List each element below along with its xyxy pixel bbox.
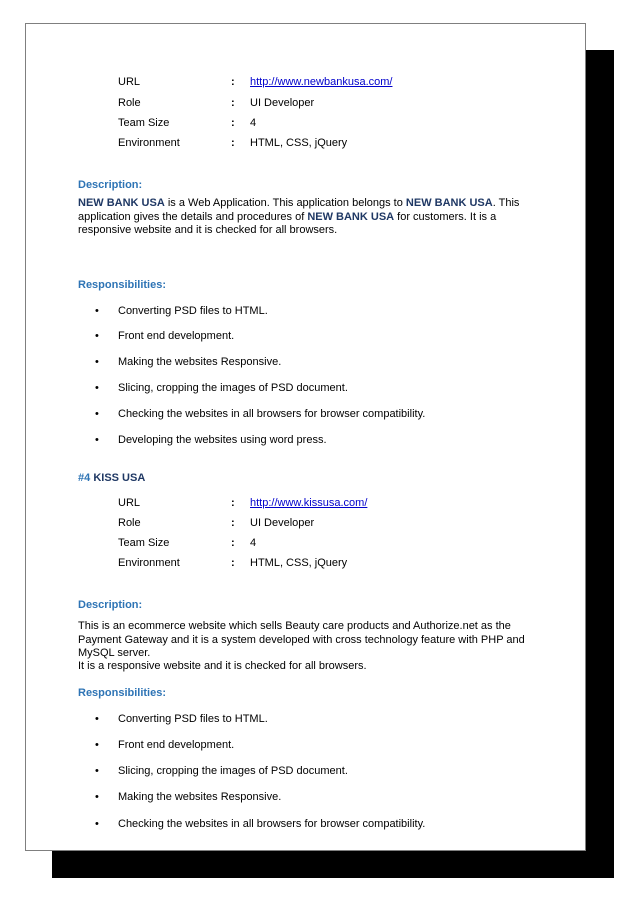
detail-key: URL [118,497,141,509]
detail-value: 4 [250,117,257,129]
detail-key: URL [118,76,141,88]
bullet-icon: • [95,382,99,394]
detail-sep: : [231,137,235,149]
detail-key: Environment [118,137,180,149]
company-name: NEW BANK USA [307,210,395,223]
project-name: KISS USA [93,472,146,484]
project-number: #4 [78,472,91,484]
bullet-icon: • [95,791,99,803]
bullet-icon: • [95,765,99,777]
bullet-icon: • [95,739,99,751]
detail-value: UI Developer [250,517,315,529]
description-text: for customers. It is a responsive website and it is checked for all browsers. [78,210,497,236]
description-text: is a Web Application. This application belongs to [164,197,406,209]
description-paragraph: It is a responsive website and it is checked for all browsers. [78,660,367,672]
responsibilities-heading: Responsibilities: [78,687,167,699]
bullet-icon: • [95,305,99,317]
bullet-icon: • [95,408,99,420]
bullet-icon: • [95,713,99,725]
company-name: NEW BANK USA [405,197,493,209]
detail-key: Role [118,97,141,109]
bullet-icon: • [95,818,99,830]
detail-sep: : [231,557,235,569]
detail-sep: : [231,76,235,88]
description-heading: Description: [78,599,143,611]
bullet-icon: • [95,330,99,342]
document-page: URL : http://www.newbankusa.com/ Role : UI Developer Team Size : 4 Environment : HTML, CSS, jQuery Description: NEW BANK USA is a Web Application. This application belongs to NEW BANK USA. This application gives the details and procedures of NEW BANK USA for customers. It is a responsive website and it is checked for all browsers. Responsibilities: • Converting PSD files to HTML. • Front end development. • Making the websites Responsive. • Slicing, cropping the images of PSD document. • Checking the websites in all browsers for browser compatibility. • Developing the websites using word press. #4 KISS USA URL : http://www.kissusa.com/ Role : UI Developer Team Size : 4 Environment : HTML, CSS, jQuery Description: This is an ecommerce website which sells Beauty care products and Authorize.net as the Payment Gateway and it is a system developed with cross technology feature with PHP and MySQL server. It is a responsive website and it is checked for all browsers. Responsibilities: • Converting PSD files to HTML. • Front end development. • Slicing, cropping the images of PSD document. • Making the websites Responsive. • Checking the websites in all browsers for browser compatibility. [25,23,586,851]
description-paragraph [78,197,538,238]
responsibilities-heading: Responsibilities: [78,279,167,291]
detail-key: Role [118,517,141,529]
detail-key: Team Size [118,537,170,549]
project-title [78,471,145,485]
detail-value: HTML, CSS, jQuery [250,137,348,149]
description-heading: Description: [78,179,143,191]
detail-value: UI Developer [250,97,315,109]
detail-sep: : [231,97,235,109]
page-shadow-right [586,50,614,878]
detail-sep: : [231,517,235,529]
detail-key: Environment [118,557,180,569]
url-link[interactable]: http://www.kissusa.com/ [250,497,368,509]
company-name: NEW BANK USA [78,197,165,209]
detail-sep: : [231,117,235,129]
detail-key: Team Size [118,117,170,129]
page-shadow-bottom [52,851,614,878]
description-paragraph: This is an ecommerce website which sells Beauty care products and Authorize.net as the Payment Gateway and it is a system developed with cross technology feature with PHP and MySQL server. [78,620,525,659]
url-link[interactable]: http://www.newbankusa.com/ [250,76,393,88]
detail-value: 4 [250,537,257,549]
detail-sep: : [231,497,235,509]
bullet-icon: • [95,356,99,368]
description-text: . This application gives the details and procedures of [78,197,520,223]
detail-value: HTML, CSS, jQuery [250,557,348,569]
bullet-icon: • [95,434,99,446]
detail-sep: : [231,537,235,549]
